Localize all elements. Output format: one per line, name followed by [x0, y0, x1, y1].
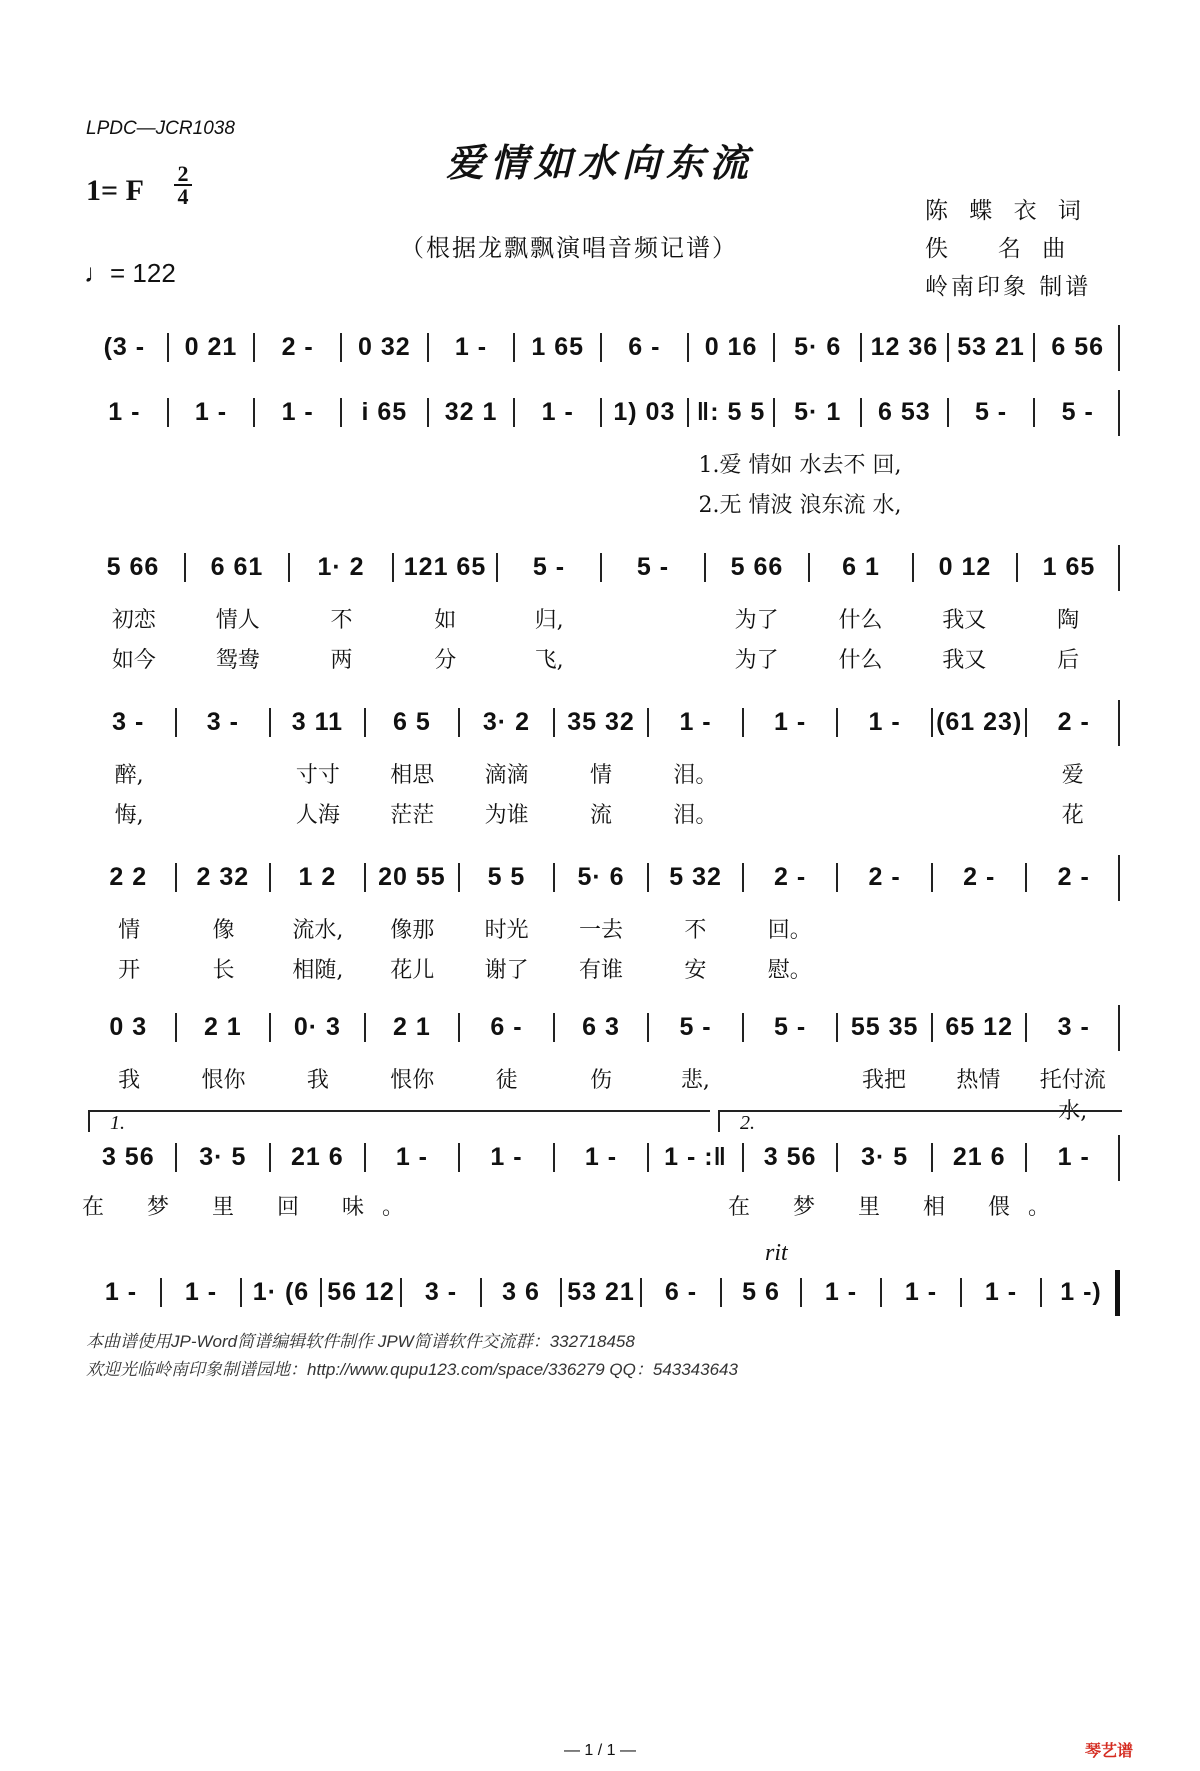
measure: 1 -: [160, 1278, 240, 1307]
lyric-syllable: 我把: [862, 1068, 907, 1093]
lyric-syllable: 人海: [295, 803, 340, 828]
measure: 1 -: [364, 1143, 459, 1172]
measure: 5 -: [947, 398, 1034, 427]
lyric-syllable: 后: [1057, 648, 1080, 673]
measure: 5 66: [106, 553, 160, 581]
measure: 6 1: [808, 553, 912, 582]
measure: 1 65: [1016, 553, 1120, 582]
measure: (61 23): [931, 708, 1026, 737]
measure: 1 -: [836, 708, 931, 737]
lyric-text: 在 梦 里 回 味。: [82, 1195, 422, 1220]
measure: 12 36: [860, 333, 947, 362]
measure: 5 66: [704, 553, 808, 582]
key-signature: 1= F: [86, 174, 144, 207]
measure: 3· 2: [458, 708, 553, 737]
lyric-syllable: [931, 758, 1025, 789]
measure: 5· 6: [773, 333, 860, 362]
measure: 6 56: [1033, 333, 1120, 362]
lyric-syllable: 醉,: [114, 763, 144, 788]
lyric-syllable: 悲,: [680, 1068, 710, 1093]
lyric-syllable: 流水,: [292, 918, 344, 943]
measure: 53 21: [947, 333, 1034, 362]
lyric-syllable: [176, 798, 270, 829]
staff-5: [82, 855, 1120, 901]
lyric-syllable: [176, 758, 270, 789]
lyric-syllable: [837, 913, 931, 944]
lyric-syllable: 像那: [390, 918, 435, 943]
lyric-syllable: 我: [118, 1068, 141, 1093]
lyric-syllable: [931, 953, 1025, 984]
composer-credit: 佚 名 曲: [925, 236, 1073, 262]
measure: 3· 5: [836, 1143, 931, 1172]
lyric-syllable: 不: [684, 918, 707, 943]
lyric-syllable: 我: [306, 1068, 329, 1093]
lyric-syllable: 花: [1061, 803, 1084, 828]
measure: 32 1: [427, 398, 514, 427]
measure: 2 -: [931, 863, 1026, 892]
measure: 6 -: [640, 1278, 720, 1307]
measure: 5 -: [742, 1013, 837, 1042]
lyric-syllable: 悔,: [114, 803, 144, 828]
measure: 1 -: [513, 398, 600, 427]
ending-1-label: 1.: [110, 1112, 125, 1134]
measure: 5 -: [1033, 398, 1120, 427]
measure: 0 32: [340, 333, 427, 362]
ending-1-bracket: [88, 1110, 710, 1132]
lyric-syllable: [601, 603, 705, 634]
measure: 3 -: [175, 708, 270, 737]
measure: 2 -: [836, 863, 931, 892]
measure: 1 -: [167, 398, 254, 427]
measure: ‖: 5 5: [687, 398, 774, 427]
lyric-verse2-line2: [82, 643, 1120, 674]
measure: 1 -: [458, 1143, 553, 1172]
lyric-syllable: 安: [684, 958, 707, 983]
measure: 6 5: [364, 708, 459, 737]
measure: 53 21: [560, 1278, 640, 1307]
measure: 3 6: [480, 1278, 560, 1307]
lyric-syllable: 初恋: [111, 608, 156, 633]
lyric-syllable: 慰。: [767, 958, 812, 983]
lyric-syllable: [931, 913, 1025, 944]
lyric-syllable: 相随,: [292, 958, 344, 983]
measure: 0 16: [687, 333, 774, 362]
lyric-syllable: 如: [434, 608, 457, 633]
lyric-syllable: 泪。: [673, 803, 718, 828]
lyric-syllable: 热情: [956, 1068, 1001, 1093]
lyric-syllable: [1026, 913, 1120, 944]
lyric-syllable: 像: [212, 918, 235, 943]
lyric-syllable: 时光: [484, 918, 529, 943]
measure: 3 -: [112, 708, 145, 736]
time-signature: [174, 163, 192, 207]
measure: 3 -: [1025, 1013, 1120, 1042]
measure: 5 32: [647, 863, 742, 892]
measure: 21 6: [931, 1143, 1026, 1172]
measure: 6 61: [184, 553, 288, 582]
lyric-syllable: 情: [118, 918, 141, 943]
measure: 5· 6: [553, 863, 648, 892]
lyric-syllable: 不: [330, 608, 353, 633]
measure: 1 -: [880, 1278, 960, 1307]
lyric-text: 2.无 情波 浪东流 水,: [698, 493, 902, 518]
lyric-verse1-line4: [82, 913, 1120, 944]
ending-2-bracket: [718, 1110, 1122, 1132]
lyric-syllable: 两: [330, 648, 353, 673]
measure: 1 -: [800, 1278, 880, 1307]
lyric-ending1: [82, 1190, 502, 1221]
lyric-syllable: 寸寸: [295, 763, 340, 788]
lyric-syllable: [837, 953, 931, 984]
measure: 6 53: [860, 398, 947, 427]
measure: 5 5: [458, 863, 553, 892]
measure: 0 12: [912, 553, 1016, 582]
lyric-syllable: 开: [118, 958, 141, 983]
lyric-syllable: 恨你: [390, 1068, 435, 1093]
lyric-text: 在 梦 里 相 偎。: [728, 1195, 1068, 1220]
lyric-syllable: 为了: [734, 648, 779, 673]
measure: 1 -: [108, 398, 141, 426]
lyric-syllable: 情人: [215, 608, 260, 633]
measure: 2 1: [364, 1013, 459, 1042]
footer-software-note: 本曲谱使用JP-Word简谱编辑软件制作 JPW简谱软件交流群：332718458: [86, 1332, 635, 1351]
lyric-syllable: [743, 758, 837, 789]
measure: 1 -: [253, 398, 340, 427]
lyric-syllable: 归,: [534, 608, 564, 633]
site-logo: 琴艺谱: [1085, 1741, 1134, 1760]
lyric-syllable: 茫茫: [390, 803, 435, 828]
lyric-verse2-line4: [82, 953, 1120, 984]
measure: 3· 5: [175, 1143, 270, 1172]
rit-marking: rit: [765, 1240, 788, 1266]
lyric-syllable: 为谁: [484, 803, 529, 828]
measure: 1 2: [269, 863, 364, 892]
lyric-syllable: 分: [434, 648, 457, 673]
lyricist-credit: 陈 蝶 衣 词: [925, 198, 1088, 224]
staff-7: [82, 1135, 1120, 1181]
staff-3: [82, 545, 1120, 591]
lyric-syllable: [601, 643, 705, 674]
measure: 1 65: [513, 333, 600, 362]
measure: 2 -: [253, 333, 340, 362]
song-subtitle: （根据龙飘飘演唱音频记谱）: [400, 234, 738, 262]
measure: 1· (6: [240, 1278, 320, 1307]
measure: 5 -: [647, 1013, 742, 1042]
lyric-syllable: [837, 798, 931, 829]
lyric-syllable: [931, 798, 1025, 829]
lyric-syllable: 回。: [767, 918, 812, 943]
arranger-credit: 岭南印象 制谱: [925, 274, 1092, 300]
measure: 21 6: [269, 1143, 364, 1172]
measure: 1· 2: [288, 553, 392, 582]
lyric-syllable: [743, 798, 837, 829]
measure: 55 35: [836, 1013, 931, 1042]
page-number: — 1 / 1 —: [563, 1742, 637, 1759]
measure: 1 -: [1025, 1143, 1120, 1172]
lyric-syllable: 有谁: [578, 958, 623, 983]
score-code: LPDC—JCR1038: [86, 118, 235, 139]
lyric-syllable: 陶: [1057, 608, 1080, 633]
lyric-syllable: 一去: [578, 918, 623, 943]
measure: 5 6: [720, 1278, 800, 1307]
measure: 1 -: [553, 1143, 648, 1172]
measure: 35 32: [553, 708, 648, 737]
staff-4: [82, 700, 1120, 746]
measure: 5· 1: [773, 398, 860, 427]
lyric-syllable: 流: [589, 803, 612, 828]
measure: 1 -: [742, 708, 837, 737]
measure: 65 12: [931, 1013, 1026, 1042]
measure: 5 -: [600, 553, 704, 582]
measure: 5 -: [496, 553, 600, 582]
lyric-syllable: 徒: [495, 1068, 518, 1093]
lyric-syllable: 什么: [838, 608, 883, 633]
measure: 1 -: [960, 1278, 1040, 1307]
staff-1: [82, 325, 1120, 371]
lyric-syllable: [1026, 953, 1120, 984]
lyric-syllable: 花儿: [390, 958, 435, 983]
measure: 0· 3: [269, 1013, 364, 1042]
lyric-ending2: [728, 1190, 1120, 1221]
measure: 3 56: [101, 1143, 155, 1171]
measure: 2 1: [175, 1013, 270, 1042]
lyric-syllable: 恨你: [201, 1068, 246, 1093]
measure: 1 -: [427, 333, 514, 362]
measure: 6 -: [600, 333, 687, 362]
lyric-verse2-line3: [82, 798, 1120, 829]
lyric-syllable: 飞,: [534, 648, 564, 673]
lyric-text: 1.爱 情如 水去不 回,: [698, 453, 902, 478]
lyric-syllable: 托付流 水,: [1039, 1068, 1106, 1124]
time-signature-top: 2: [177, 161, 189, 186]
measure: 1) 03: [600, 398, 687, 427]
tempo-marking: ♩= 122: [84, 258, 176, 288]
lyric-verse1-line3: [82, 758, 1120, 789]
lyric-syllable: 长: [212, 958, 235, 983]
measure: 1 -: [104, 1278, 138, 1306]
song-title: 爱情如水向东流: [445, 140, 754, 185]
measure: 56 12: [320, 1278, 400, 1307]
measure: 20 55: [364, 863, 459, 892]
staff-6: [82, 1005, 1120, 1051]
measure: 3 11: [269, 708, 364, 737]
lyric-syllable: 相思: [390, 763, 435, 788]
lyric-syllable: 我又: [942, 648, 987, 673]
measure: 1 -: [647, 708, 742, 737]
measure: 2 -: [1025, 863, 1120, 892]
lyric-syllable: 如今: [111, 648, 156, 673]
measure: 2 -: [742, 863, 837, 892]
measure: 1 - :‖: [647, 1143, 742, 1172]
measure: 2 32: [175, 863, 270, 892]
lyric-syllable: 伤: [589, 1068, 612, 1093]
lyric-verse2-line1: [590, 488, 1010, 519]
measure: (3 -: [103, 333, 146, 361]
measure: i 65: [340, 398, 427, 427]
measure: 3 -: [400, 1278, 480, 1307]
lyric-verse1-line1: [590, 448, 1010, 479]
lyric-syllable: 什么: [838, 648, 883, 673]
ending-2-label: 2.: [740, 1112, 755, 1134]
measure: 3 56: [742, 1143, 837, 1172]
measure: 121 65: [392, 553, 496, 582]
lyric-syllable: 鸳鸯: [215, 648, 260, 673]
lyric-verse1-line2: [82, 603, 1120, 634]
staff-2: [82, 390, 1120, 436]
measure: 6 3: [553, 1013, 648, 1042]
lyric-syllable: 情: [589, 763, 612, 788]
lyric-syllable: 我又: [942, 608, 987, 633]
measure: 2 2: [109, 863, 148, 891]
lyric-syllable: [837, 758, 931, 789]
measure: 6 -: [458, 1013, 553, 1042]
lyric-syllable: 泪。: [673, 763, 718, 788]
staff-8: [82, 1270, 1120, 1316]
measure: 0 3: [109, 1013, 148, 1041]
lyric-syllable: 滴滴: [484, 763, 529, 788]
measure: 2 -: [1025, 708, 1120, 737]
lyric-syllable: 为了: [734, 608, 779, 633]
lyric-syllable: 爱: [1061, 763, 1084, 788]
lyric-syllable: 谢了: [484, 958, 529, 983]
measure: 1 -): [1040, 1278, 1120, 1307]
footer-website-note: 欢迎光临岭南印象制谱园地：http://www.qupu123.com/space/336279 QQ：543343643: [86, 1360, 738, 1379]
time-signature-bottom: 4: [177, 184, 189, 209]
measure: 0 21: [167, 333, 254, 362]
